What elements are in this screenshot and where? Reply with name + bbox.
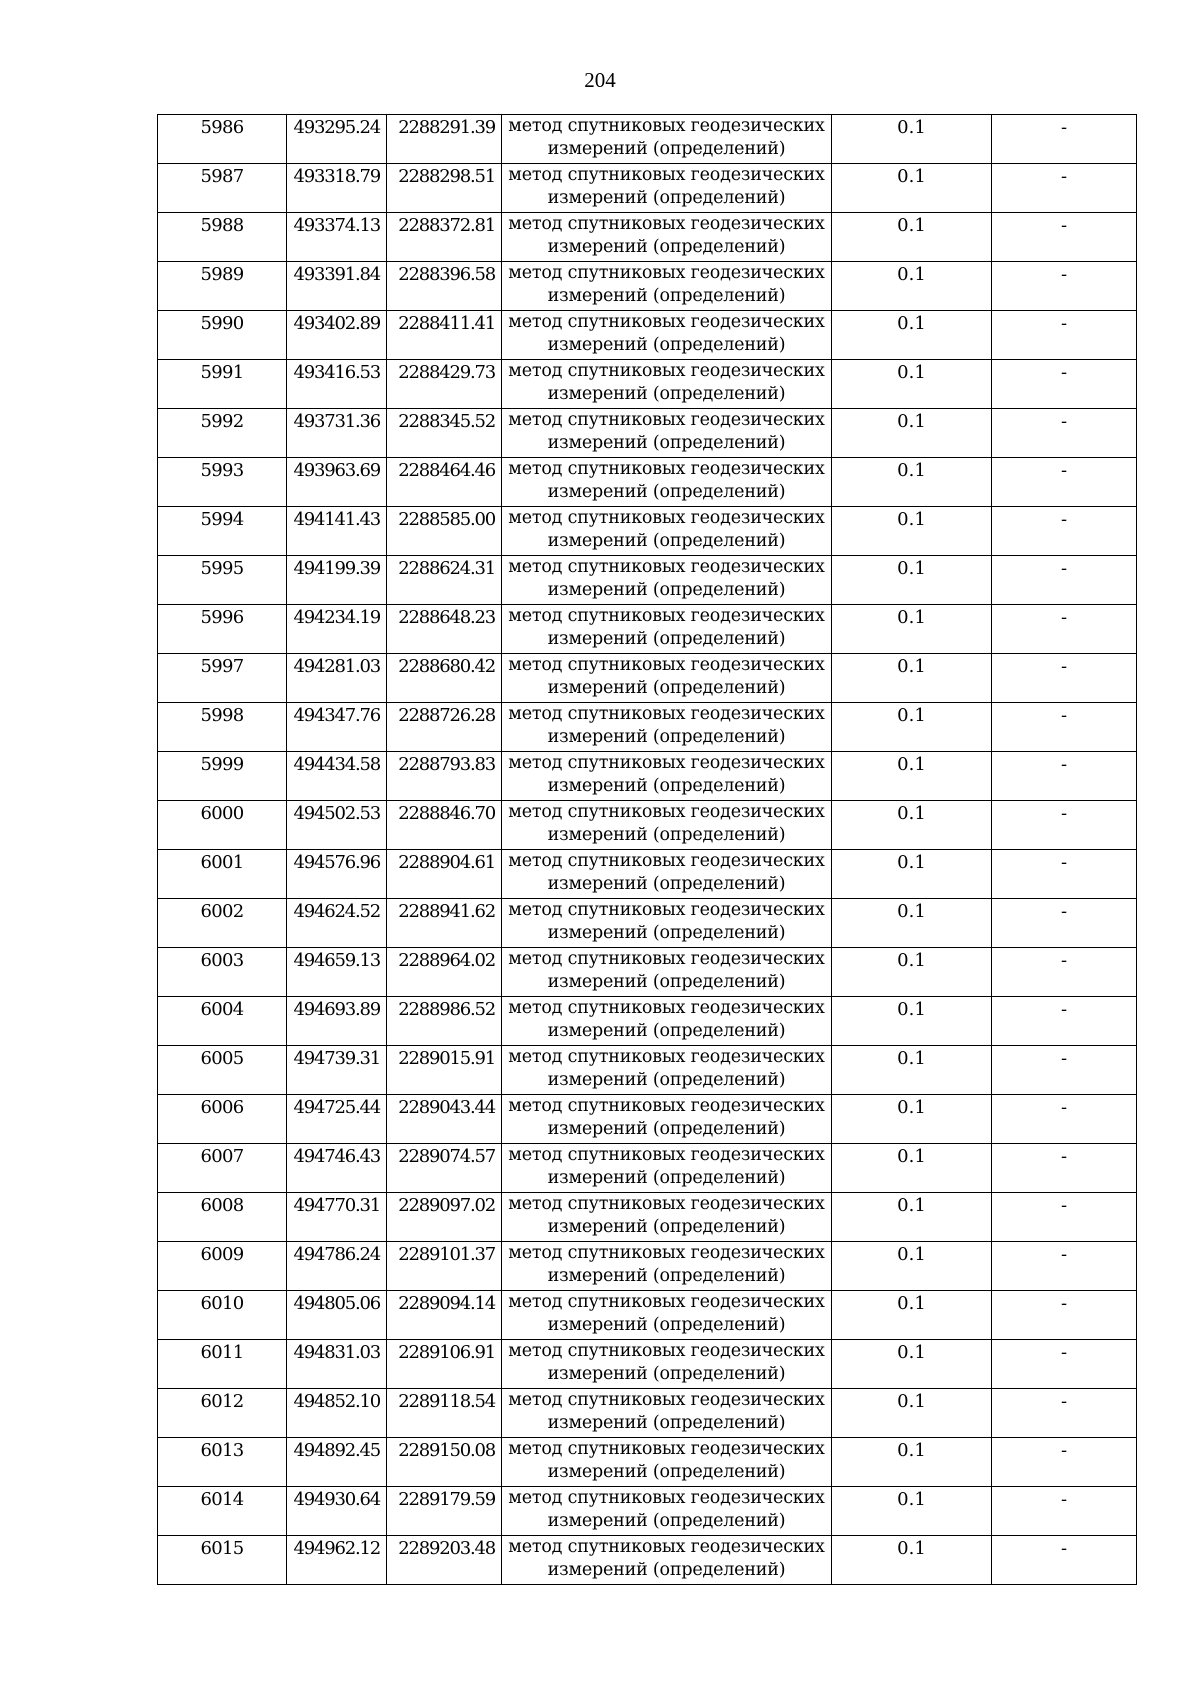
method-cell [502, 409, 832, 458]
accuracy-cell: 0.1 [832, 458, 992, 507]
note-cell: - [992, 1438, 1137, 1487]
table-row [158, 605, 1137, 654]
x-coordinate-cell: 493963.69 [287, 458, 387, 507]
method-cell [502, 948, 832, 997]
page-number: 204 [584, 68, 616, 92]
x-coordinate-cell: 494576.96 [287, 850, 387, 899]
point-number-cell: 6001 [158, 850, 287, 899]
x-coordinate-cell: 493402.89 [287, 311, 387, 360]
method-line-2: измерений (определений) [547, 923, 786, 943]
x-coordinate-cell: 494434.58 [287, 752, 387, 801]
note-cell: - [992, 1389, 1137, 1438]
method-line-2: измерений (определений) [547, 629, 786, 649]
table-row [158, 1438, 1137, 1487]
method-line-2: измерений (определений) [547, 1119, 786, 1139]
method-line-1: метод спутниковых геодезических [508, 116, 825, 136]
y-coordinate-cell: 2288680.42 [387, 654, 502, 703]
x-coordinate-cell: 494746.43 [287, 1144, 387, 1193]
point-number-cell: 5989 [158, 262, 287, 311]
x-coordinate-cell: 494281.03 [287, 654, 387, 703]
point-number-cell: 5994 [158, 507, 287, 556]
note-cell: - [992, 164, 1137, 213]
point-number-cell: 5999 [158, 752, 287, 801]
method-cell [502, 654, 832, 703]
x-coordinate-cell: 494831.03 [287, 1340, 387, 1389]
table-row [158, 1144, 1137, 1193]
note-cell: - [992, 409, 1137, 458]
table-row [158, 752, 1137, 801]
method-line-1: метод спутниковых геодезических [508, 410, 825, 430]
note-cell: - [992, 850, 1137, 899]
note-cell: - [992, 115, 1137, 164]
method-line-1: метод спутниковых геодезических [508, 214, 825, 234]
method-line-2: измерений (определений) [547, 188, 786, 208]
x-coordinate-cell: 493295.24 [287, 115, 387, 164]
accuracy-cell: 0.1 [832, 360, 992, 409]
x-coordinate-cell: 494624.52 [287, 899, 387, 948]
method-line-2: измерений (определений) [547, 1021, 786, 1041]
method-cell [502, 1536, 832, 1585]
y-coordinate-cell: 2288648.23 [387, 605, 502, 654]
y-coordinate-cell: 2288298.51 [387, 164, 502, 213]
note-cell: - [992, 605, 1137, 654]
accuracy-cell: 0.1 [832, 556, 992, 605]
method-line-2: измерений (определений) [547, 1511, 786, 1531]
point-number-cell: 5986 [158, 115, 287, 164]
method-cell [502, 1291, 832, 1340]
note-cell: - [992, 311, 1137, 360]
table-row [158, 997, 1137, 1046]
accuracy-cell: 0.1 [832, 1046, 992, 1095]
x-coordinate-cell: 494786.24 [287, 1242, 387, 1291]
table-row [158, 1291, 1137, 1340]
method-line-2: измерений (определений) [547, 1462, 786, 1482]
method-line-1: метод спутниковых геодезических [508, 165, 825, 185]
method-cell [502, 311, 832, 360]
point-number-cell: 6000 [158, 801, 287, 850]
method-cell [502, 262, 832, 311]
table-row [158, 850, 1137, 899]
x-coordinate-cell: 494962.12 [287, 1536, 387, 1585]
method-line-2: измерений (определений) [547, 1315, 786, 1335]
point-number-cell: 5990 [158, 311, 287, 360]
method-line-1: метод спутниковых геодезических [508, 1537, 825, 1557]
method-line-1: метод спутниковых геодезических [508, 1390, 825, 1410]
accuracy-cell: 0.1 [832, 1487, 992, 1536]
method-line-1: метод спутниковых геодезических [508, 998, 825, 1018]
table-row [158, 1487, 1137, 1536]
method-line-2: измерений (определений) [547, 1070, 786, 1090]
point-number-cell: 6003 [158, 948, 287, 997]
coordinates-table [157, 114, 1137, 1585]
method-cell [502, 801, 832, 850]
table-row [158, 507, 1137, 556]
point-number-cell: 6006 [158, 1095, 287, 1144]
table-row [158, 360, 1137, 409]
x-coordinate-cell: 493391.84 [287, 262, 387, 311]
table-row [158, 1046, 1137, 1095]
method-line-2: измерений (определений) [547, 678, 786, 698]
x-coordinate-cell: 494739.31 [287, 1046, 387, 1095]
point-number-cell: 5988 [158, 213, 287, 262]
point-number-cell: 5992 [158, 409, 287, 458]
method-cell [502, 360, 832, 409]
accuracy-cell: 0.1 [832, 605, 992, 654]
note-cell: - [992, 899, 1137, 948]
method-cell [502, 703, 832, 752]
y-coordinate-cell: 2289106.91 [387, 1340, 502, 1389]
method-cell [502, 458, 832, 507]
y-coordinate-cell: 2289203.48 [387, 1536, 502, 1585]
table-row [158, 1389, 1137, 1438]
method-line-1: метод спутниковых геодезических [508, 263, 825, 283]
accuracy-cell: 0.1 [832, 948, 992, 997]
note-cell: - [992, 1536, 1137, 1585]
y-coordinate-cell: 2288904.61 [387, 850, 502, 899]
method-line-2: измерений (определений) [547, 384, 786, 404]
x-coordinate-cell: 494725.44 [287, 1095, 387, 1144]
x-coordinate-cell: 494347.76 [287, 703, 387, 752]
y-coordinate-cell: 2289074.57 [387, 1144, 502, 1193]
note-cell: - [992, 360, 1137, 409]
method-line-1: метод спутниковых геодезических [508, 361, 825, 381]
table-row [158, 115, 1137, 164]
note-cell: - [992, 997, 1137, 1046]
method-cell [502, 1095, 832, 1144]
x-coordinate-cell: 493374.13 [287, 213, 387, 262]
accuracy-cell: 0.1 [832, 311, 992, 360]
accuracy-cell: 0.1 [832, 164, 992, 213]
table-row [158, 262, 1137, 311]
point-number-cell: 6002 [158, 899, 287, 948]
y-coordinate-cell: 2288291.39 [387, 115, 502, 164]
table-body [158, 115, 1137, 1585]
method-line-2: измерений (определений) [547, 776, 786, 796]
accuracy-cell: 0.1 [832, 213, 992, 262]
method-line-2: измерений (определений) [547, 727, 786, 747]
y-coordinate-cell: 2288726.28 [387, 703, 502, 752]
method-cell [502, 213, 832, 262]
method-line-1: метод спутниковых геодезических [508, 1096, 825, 1116]
accuracy-cell: 0.1 [832, 997, 992, 1046]
method-cell [502, 1144, 832, 1193]
method-line-2: измерений (определений) [547, 139, 786, 159]
x-coordinate-cell: 494693.89 [287, 997, 387, 1046]
point-number-cell: 6009 [158, 1242, 287, 1291]
accuracy-cell: 0.1 [832, 654, 992, 703]
point-number-cell: 6008 [158, 1193, 287, 1242]
method-cell [502, 997, 832, 1046]
accuracy-cell: 0.1 [832, 1291, 992, 1340]
method-cell [502, 164, 832, 213]
method-line-2: измерений (определений) [547, 825, 786, 845]
note-cell: - [992, 507, 1137, 556]
note-cell: - [992, 556, 1137, 605]
x-coordinate-cell: 494234.19 [287, 605, 387, 654]
method-cell [502, 850, 832, 899]
point-number-cell: 5993 [158, 458, 287, 507]
method-line-2: измерений (определений) [547, 237, 786, 257]
y-coordinate-cell: 2288986.52 [387, 997, 502, 1046]
y-coordinate-cell: 2288624.31 [387, 556, 502, 605]
y-coordinate-cell: 2289015.91 [387, 1046, 502, 1095]
method-line-1: метод спутниковых геодезических [508, 508, 825, 528]
y-coordinate-cell: 2288585.00 [387, 507, 502, 556]
method-line-2: измерений (определений) [547, 433, 786, 453]
y-coordinate-cell: 2288429.73 [387, 360, 502, 409]
y-coordinate-cell: 2289097.02 [387, 1193, 502, 1242]
point-number-cell: 5996 [158, 605, 287, 654]
note-cell: - [992, 1242, 1137, 1291]
method-line-2: измерений (определений) [547, 531, 786, 551]
method-cell [502, 899, 832, 948]
method-line-1: метод спутниковых геодезических [508, 704, 825, 724]
method-line-2: измерений (определений) [547, 1413, 786, 1433]
x-coordinate-cell: 494502.53 [287, 801, 387, 850]
method-line-2: измерений (определений) [547, 482, 786, 502]
accuracy-cell: 0.1 [832, 507, 992, 556]
point-number-cell: 5991 [158, 360, 287, 409]
point-number-cell: 6005 [158, 1046, 287, 1095]
accuracy-cell: 0.1 [832, 1340, 992, 1389]
y-coordinate-cell: 2288793.83 [387, 752, 502, 801]
x-coordinate-cell: 494852.10 [287, 1389, 387, 1438]
method-line-1: метод спутниковых геодезических [508, 900, 825, 920]
x-coordinate-cell: 493416.53 [287, 360, 387, 409]
accuracy-cell: 0.1 [832, 1438, 992, 1487]
y-coordinate-cell: 2289094.14 [387, 1291, 502, 1340]
note-cell: - [992, 1340, 1137, 1389]
note-cell: - [992, 752, 1137, 801]
method-line-2: измерений (определений) [547, 286, 786, 306]
method-line-1: метод спутниковых геодезических [508, 1194, 825, 1214]
table-row [158, 1340, 1137, 1389]
table-row [158, 1095, 1137, 1144]
table-row [158, 409, 1137, 458]
x-coordinate-cell: 494659.13 [287, 948, 387, 997]
method-cell [502, 556, 832, 605]
method-cell [502, 1193, 832, 1242]
table-row [158, 703, 1137, 752]
point-number-cell: 5997 [158, 654, 287, 703]
table-row [158, 164, 1137, 213]
method-cell [502, 1389, 832, 1438]
method-cell [502, 1487, 832, 1536]
table-row [158, 899, 1137, 948]
accuracy-cell: 0.1 [832, 899, 992, 948]
method-line-1: метод спутниковых геодезических [508, 312, 825, 332]
method-line-1: метод спутниковых геодезических [508, 1145, 825, 1165]
point-number-cell: 6015 [158, 1536, 287, 1585]
table-row [158, 1536, 1137, 1585]
table-row [158, 213, 1137, 262]
accuracy-cell: 0.1 [832, 752, 992, 801]
point-number-cell: 6010 [158, 1291, 287, 1340]
y-coordinate-cell: 2288345.52 [387, 409, 502, 458]
method-line-2: измерений (определений) [547, 1266, 786, 1286]
accuracy-cell: 0.1 [832, 1242, 992, 1291]
accuracy-cell: 0.1 [832, 115, 992, 164]
method-line-2: измерений (определений) [547, 1168, 786, 1188]
method-line-1: метод спутниковых геодезических [508, 606, 825, 626]
note-cell: - [992, 1193, 1137, 1242]
method-cell [502, 1046, 832, 1095]
point-number-cell: 5987 [158, 164, 287, 213]
y-coordinate-cell: 2289179.59 [387, 1487, 502, 1536]
point-number-cell: 6007 [158, 1144, 287, 1193]
method-line-2: измерений (определений) [547, 580, 786, 600]
method-line-2: измерений (определений) [547, 1560, 786, 1580]
table-row [158, 654, 1137, 703]
method-cell [502, 1340, 832, 1389]
note-cell: - [992, 703, 1137, 752]
method-line-2: измерений (определений) [547, 1217, 786, 1237]
table-row [158, 1193, 1137, 1242]
accuracy-cell: 0.1 [832, 1144, 992, 1193]
note-cell: - [992, 801, 1137, 850]
method-cell [502, 507, 832, 556]
note-cell: - [992, 458, 1137, 507]
note-cell: - [992, 654, 1137, 703]
point-number-cell: 6011 [158, 1340, 287, 1389]
method-line-2: измерений (определений) [547, 874, 786, 894]
accuracy-cell: 0.1 [832, 1095, 992, 1144]
table-row [158, 948, 1137, 997]
method-cell [502, 1242, 832, 1291]
note-cell: - [992, 1487, 1137, 1536]
method-line-1: метод спутниковых геодезических [508, 557, 825, 577]
accuracy-cell: 0.1 [832, 850, 992, 899]
accuracy-cell: 0.1 [832, 1389, 992, 1438]
method-line-1: метод спутниковых геодезических [508, 1488, 825, 1508]
method-line-1: метод спутниковых геодезических [508, 802, 825, 822]
table-row [158, 1242, 1137, 1291]
method-line-1: метод спутниковых геодезических [508, 1341, 825, 1361]
point-number-cell: 5995 [158, 556, 287, 605]
x-coordinate-cell: 494930.64 [287, 1487, 387, 1536]
method-cell [502, 752, 832, 801]
note-cell: - [992, 1291, 1137, 1340]
point-number-cell: 6004 [158, 997, 287, 1046]
point-number-cell: 5998 [158, 703, 287, 752]
accuracy-cell: 0.1 [832, 703, 992, 752]
table-row [158, 556, 1137, 605]
method-line-1: метод спутниковых геодезических [508, 753, 825, 773]
accuracy-cell: 0.1 [832, 801, 992, 850]
method-line-1: метод спутниковых геодезических [508, 655, 825, 675]
method-line-1: метод спутниковых геодезических [508, 851, 825, 871]
y-coordinate-cell: 2288372.81 [387, 213, 502, 262]
y-coordinate-cell: 2289043.44 [387, 1095, 502, 1144]
method-cell [502, 115, 832, 164]
table-row [158, 311, 1137, 360]
note-cell: - [992, 948, 1137, 997]
method-line-1: метод спутниковых геодезических [508, 1047, 825, 1067]
y-coordinate-cell: 2288964.02 [387, 948, 502, 997]
accuracy-cell: 0.1 [832, 409, 992, 458]
x-coordinate-cell: 494805.06 [287, 1291, 387, 1340]
point-number-cell: 6012 [158, 1389, 287, 1438]
x-coordinate-cell: 493318.79 [287, 164, 387, 213]
x-coordinate-cell: 494892.45 [287, 1438, 387, 1487]
method-line-1: метод спутниковых геодезических [508, 459, 825, 479]
note-cell: - [992, 262, 1137, 311]
y-coordinate-cell: 2288411.41 [387, 311, 502, 360]
method-line-2: измерений (определений) [547, 335, 786, 355]
method-line-1: метод спутниковых геодезических [508, 1243, 825, 1263]
y-coordinate-cell: 2288464.46 [387, 458, 502, 507]
accuracy-cell: 0.1 [832, 262, 992, 311]
note-cell: - [992, 1046, 1137, 1095]
y-coordinate-cell: 2289118.54 [387, 1389, 502, 1438]
table-row [158, 458, 1137, 507]
x-coordinate-cell: 493731.36 [287, 409, 387, 458]
note-cell: - [992, 1144, 1137, 1193]
note-cell: - [992, 1095, 1137, 1144]
x-coordinate-cell: 494199.39 [287, 556, 387, 605]
x-coordinate-cell: 494770.31 [287, 1193, 387, 1242]
table-row [158, 801, 1137, 850]
point-number-cell: 6014 [158, 1487, 287, 1536]
point-number-cell: 6013 [158, 1438, 287, 1487]
x-coordinate-cell: 494141.43 [287, 507, 387, 556]
accuracy-cell: 0.1 [832, 1193, 992, 1242]
method-line-1: метод спутниковых геодезических [508, 1292, 825, 1312]
method-cell [502, 605, 832, 654]
method-line-2: измерений (определений) [547, 972, 786, 992]
method-line-1: метод спутниковых геодезических [508, 949, 825, 969]
y-coordinate-cell: 2289150.08 [387, 1438, 502, 1487]
method-line-1: метод спутниковых геодезических [508, 1439, 825, 1459]
y-coordinate-cell: 2288941.62 [387, 899, 502, 948]
method-line-2: измерений (определений) [547, 1364, 786, 1384]
method-cell [502, 1438, 832, 1487]
accuracy-cell: 0.1 [832, 1536, 992, 1585]
y-coordinate-cell: 2289101.37 [387, 1242, 502, 1291]
y-coordinate-cell: 2288396.58 [387, 262, 502, 311]
y-coordinate-cell: 2288846.70 [387, 801, 502, 850]
note-cell: - [992, 213, 1137, 262]
